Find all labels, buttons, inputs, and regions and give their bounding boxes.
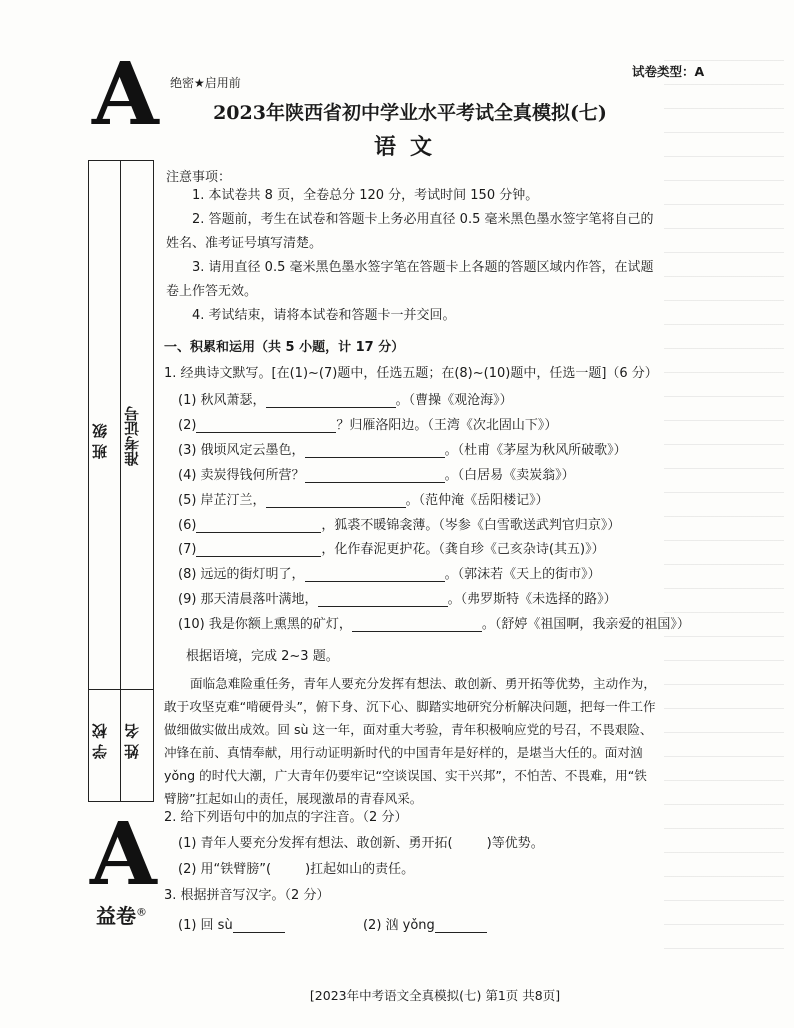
answer-blank[interactable] bbox=[305, 469, 445, 483]
bleed-through-texture bbox=[664, 60, 784, 960]
section-title: 一、积累和运用（共 5 小题，计 17 分） bbox=[164, 340, 405, 355]
paper-type-logo: A bbox=[92, 44, 159, 145]
answer-blank[interactable] bbox=[233, 919, 285, 933]
answer-blank[interactable] bbox=[352, 618, 482, 632]
context-intro: 根据语境，完成 2~3 题。 bbox=[186, 649, 339, 664]
poem-fill-line: (2) ？归雁洛阳边。（王湾《次北固山下》） bbox=[178, 417, 558, 433]
exam-number-label: 准考证号 bbox=[123, 406, 141, 466]
answer-blank[interactable] bbox=[196, 419, 336, 433]
answer-blank[interactable] bbox=[305, 444, 445, 458]
name-label: 姓 名 bbox=[123, 723, 141, 759]
student-info-box bbox=[88, 160, 154, 802]
question-2-item: (2) 用“铁臂膀”( )扛起如山的责任。 bbox=[178, 862, 415, 877]
school-label: 学 校 bbox=[91, 723, 109, 759]
paper-type-logo: A bbox=[90, 804, 157, 905]
paper-type: 试卷类型：A bbox=[632, 64, 705, 79]
poem-fill-line: (4) 卖炭得钱何所营？ 。（白居易《卖炭翁》） bbox=[178, 467, 575, 483]
page-footer: [2023年中考语文全真模拟(七) 第1页 共8页] bbox=[309, 988, 561, 1003]
note-item: 3. 请用直径 0.5 毫米黑色墨水签字笔在答题卡上各题的答题区域内作答，在试题卷上作答无效。 bbox=[166, 260, 654, 299]
question-3-item: (1) 回 sù (2) 汹 yǒng bbox=[178, 914, 487, 933]
answer-blank[interactable] bbox=[196, 543, 321, 557]
question-2-item: (1) 青年人要充分发挥有想法、敢创新、勇开拓( )等优势。 bbox=[178, 836, 544, 851]
exam-title: 2023年陕西省初中学业水平考试全真模拟(七) bbox=[213, 102, 607, 124]
poem-fill-line: (1) 秋风萧瑟， 。（曹操《观沧海》） bbox=[178, 393, 513, 408]
question-2-stem: 2. 给下列语句中的加点的字注音。（2 分） bbox=[164, 810, 408, 825]
box-divider bbox=[89, 689, 153, 690]
note-item: 1. 本试卷共 8 页，全卷总分 120 分，考试时间 150 分钟。 bbox=[192, 188, 539, 203]
question-1-stem: 1. 经典诗文默写。[在(1)~(7)题中，任选五题；在(8)~(10)题中，任选一题]（6 分） bbox=[164, 366, 658, 381]
poem-fill-line: (6) ，狐裘不暖锦衾薄。（岑参《白雪歌送武判官归京》） bbox=[178, 517, 621, 533]
poem-fill-line: (5) 岸芷汀兰， 。（范仲淹《岳阳楼记》） bbox=[178, 492, 549, 508]
subject-title: 语文 bbox=[373, 134, 446, 160]
poem-fill-line: (10) 我是你额上熏黑的矿灯， 。（舒婷《祖国啊，我亲爱的祖国》） bbox=[178, 617, 690, 633]
answer-blank[interactable] bbox=[196, 519, 321, 533]
notes-heading: 注意事项： bbox=[166, 170, 232, 185]
answer-blank[interactable] bbox=[266, 494, 406, 508]
poem-fill-line: (8) 远远的街灯明了， 。（郭沫若《天上的街市》） bbox=[178, 567, 601, 583]
reading-passage: 面临急难险重任务，青年人要充分发挥有想法、敢创新、勇开拓等优势，主动作为，敢于攻坚克难“啃硬骨头”，俯下身、沉下心、脚踏实地研究分析解决问题，把每一件工作做细做实做出成效。回 sù 这一年，面对重大考验，青年积极响应党的号召，不畏艰险、冲锋在前、真情奉献，用行动证明新时代的中国青年是好样的，是堪当大任的。面对汹 yǒng 的时代大潮，广大青年仍要牢记“空谈误国、实干兴邦”，不怕苦、不畏难，用“铁臂膀”扛起如山的责任，展现激昂的青春风采。 bbox=[164, 676, 656, 806]
answer-blank[interactable] bbox=[305, 568, 445, 582]
poem-fill-line: (7) ，化作春泥更护花。（龚自珍《己亥杂诗(其五)》） bbox=[178, 542, 605, 558]
answer-blank[interactable] bbox=[266, 394, 396, 408]
answer-blank[interactable] bbox=[318, 593, 448, 607]
answer-blank[interactable] bbox=[435, 919, 487, 933]
poem-fill-line: (3) 俄顷风定云墨色， 。（杜甫《茅屋为秋风所破歌》） bbox=[178, 442, 627, 458]
secret-mark: 绝密★启用前 bbox=[170, 76, 241, 90]
brand-logo: 益卷® bbox=[96, 904, 147, 928]
poem-fill-line: (9) 那天清晨落叶满地， 。（弗罗斯特《未选择的路》） bbox=[178, 592, 617, 608]
note-item: 4. 考试结束，请将本试卷和答题卡一并交回。 bbox=[192, 308, 456, 323]
note-item: 2. 答题前，考生在试卷和答题卡上务必用直径 0.5 毫米黑色墨水签字笔将自己的姓名、准考证号填写清楚。 bbox=[166, 212, 654, 251]
question-3-stem: 3. 根据拼音写汉字。（2 分） bbox=[164, 888, 330, 903]
class-label: 班 级 bbox=[91, 423, 109, 459]
